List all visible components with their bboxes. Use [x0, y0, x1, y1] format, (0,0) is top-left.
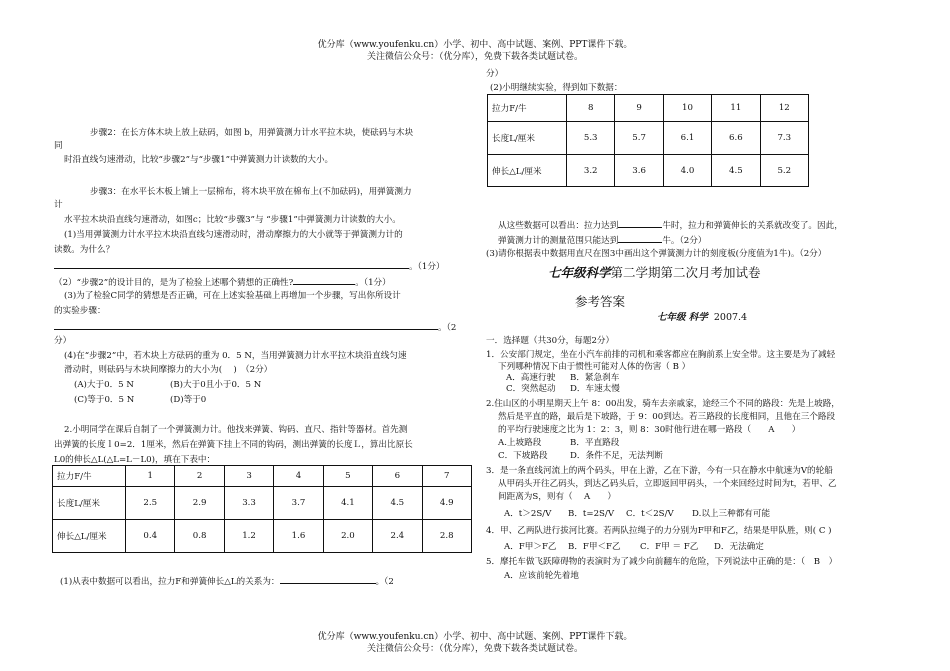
- a4-option-c: C．F甲 ＝ F乙: [640, 542, 699, 552]
- a2-option-b: B．平直路段: [570, 438, 620, 448]
- table-cell: 2.5: [126, 487, 175, 520]
- a1-option-c: C．突然起动: [506, 384, 556, 394]
- a3-option-a: A．t＞2S/V: [504, 509, 552, 519]
- a4-option-b: B．F甲＜F乙: [568, 542, 621, 552]
- table-row: [488, 95, 809, 122]
- table-header-length: 长度L/厘米: [53, 487, 126, 520]
- table-cell: 5.2: [760, 155, 808, 187]
- data-table-left: [52, 465, 472, 553]
- answer-1-cont: 下列哪种情况下由于惯性可能对人体的伤害（ B ）: [498, 362, 691, 372]
- table-cell: 3.3: [224, 487, 273, 520]
- question-4-cont: 滑动时，则砝码与木块间摩擦力的大小为( ) （2分）: [64, 365, 273, 375]
- score-cont: 分）: [486, 69, 504, 79]
- table-header-extension: 伸长△L/厘米: [53, 520, 126, 553]
- table-cell: 4: [274, 466, 323, 487]
- conc-b1: 弹簧测力计的测量范围只能达到: [498, 236, 619, 246]
- blank-q2[interactable]: [293, 275, 355, 285]
- table-cell: 8: [567, 95, 615, 122]
- table-cell: 5.7: [615, 122, 663, 155]
- blank-q3[interactable]: [54, 320, 438, 330]
- q1-score: 。（1分）: [409, 262, 445, 272]
- table-cell: 4.5: [373, 487, 422, 520]
- data-table-right: [487, 94, 809, 187]
- problem-2-cont2: L0的伸长△L(△L=L－L0)，填在下表中：: [54, 455, 216, 465]
- table-cell: 5: [323, 466, 372, 487]
- q4-option-d: (D)等于0: [170, 395, 207, 405]
- table-cell: 7.3: [760, 122, 808, 155]
- answer-2-cont: 然后是平直的路，最后是下坡路，于 9：00到达。若三路段的长度相同，且他在三个路段: [498, 412, 836, 422]
- a3-option-b: B．t=2S/V: [568, 509, 615, 519]
- table-cell: 4.9: [422, 487, 471, 520]
- answer-key-title: 参考答案: [575, 294, 626, 309]
- a4-option-a: A．F甲＞F乙: [504, 542, 557, 552]
- footer-line-1: 优分库（www.youfenku.cn）小学、初中、高中试题、案例、PPT课件下载。: [317, 632, 633, 642]
- table-cell: 0.4: [126, 520, 175, 553]
- a4-option-d: D．无法确定: [714, 542, 764, 552]
- header-line-1: 优分库（www.youfenku.cn）小学、初中、高中试题、案例、PPT课件下载。: [317, 40, 633, 50]
- blank-conc-2[interactable]: [618, 233, 662, 243]
- table-cell: 9: [615, 95, 663, 122]
- header-line-2: 关注微信公众号：（优分库），免费下载各类试题试卷。: [366, 52, 583, 62]
- table-cell: 10: [663, 95, 711, 122]
- answer-line-q1: [54, 259, 445, 273]
- table-cell: 2: [175, 466, 224, 487]
- conc-b2: 牛。（2分）: [662, 236, 707, 246]
- table-row: [488, 122, 809, 155]
- question-4: (4)在“步骤2”中，若木块上方砝码的重为 0．5 N，当用弹簧测力计水平拉木块沿直线匀速: [64, 351, 407, 361]
- conc-a1: 从这些数据可以看出：拉力达到: [498, 221, 619, 231]
- table-row: [53, 466, 472, 487]
- answer-2: 2.住山区的小明星期天上午 8：00出发，骑车去亲戚家，途经三个不同的路段：先是上坡路，: [486, 399, 840, 409]
- table-header-extension: 伸长△L/厘米: [488, 155, 567, 187]
- answer-1: 1．公安部门规定，坐在小汽车前排的司机和乘客都应在胸前系上安全带。这主要是为了减轻: [486, 350, 836, 360]
- table-cell: 1.2: [224, 520, 273, 553]
- question-3-cont: 的实验步骤：: [54, 306, 106, 316]
- table-header-length: 长度L/厘米: [488, 122, 567, 155]
- a1-option-d: D．车速太慢: [570, 384, 620, 394]
- table-cell: 6.1: [663, 122, 711, 155]
- q4-option-b: (B)大于0且小于0．5 N: [170, 380, 262, 390]
- blank-p2q1[interactable]: [280, 574, 376, 584]
- a2-option-c: C．下坡路段: [498, 451, 548, 461]
- q3-score: 。（2: [438, 323, 457, 333]
- step2-text: 步骤2：在长方体木块上放上砝码，如图 b，用弹簧测力计水平拉木块，使砝码与木块: [90, 128, 414, 138]
- problem-2-cont: 出弹簧的长度ｌ0=2．1厘米，然后在弹簧下挂上不同的钩码，测出弹簧的长度Ｌ，算出比原长: [54, 440, 413, 450]
- table-cell: 3.7: [274, 487, 323, 520]
- table-cell: 2.4: [373, 520, 422, 553]
- question-3: (3)为了检验C同学的猜想是否正确，可在上述实验基础上再增加一个步骤，写出你所设计: [64, 291, 401, 301]
- q4-option-c: (C)等于0．5 N: [74, 395, 135, 405]
- footer-line-2: 关注微信公众号：（优分库），免费下载各类试题试卷。: [366, 644, 583, 654]
- conc-a2: 牛时，拉力和弹簧伸长的关系就改变了。因此，: [662, 221, 843, 231]
- question-2-intro: (2)小明继续实验，得到如下数据：: [490, 83, 623, 93]
- p2q1-text: (1)从表中数据可以看出，拉力F和弹簧伸长△L的关系为：: [60, 577, 280, 587]
- grade-subject: 七年级 科学: [657, 312, 708, 323]
- blank-conc-1[interactable]: [618, 218, 662, 228]
- answer-3: 3．是一条直线河流上的两个码头，甲在上游，乙在下游，今有一只在静水中航速为V的轮船: [486, 466, 833, 476]
- table-row: [53, 487, 472, 520]
- exam-title: [548, 265, 761, 281]
- answer-5: 5．摩托车做飞跃障碍物的表演时为了减少向前翻车的危险，下列说法中正确的是：（ B ）: [486, 557, 838, 567]
- q2-text: （2）“步骤2”的设计目的，是为了检验上述哪个猜想的正确性?: [54, 278, 294, 288]
- answer-2-cont2: 的平均行驶速度之比为 1：2：3，则 8：30时他行进在哪一路段（ A ）: [498, 425, 801, 435]
- a3-option-d: D.以上三种都有可能: [692, 509, 771, 519]
- step3-text: 步骤3：在水平长木板上铺上一层棉布，将木块平放在棉布上(不加砝码)，用弹簧测力: [90, 187, 412, 197]
- table-row: [53, 520, 472, 553]
- table-cell: 2.0: [323, 520, 372, 553]
- q4-option-a: (A)大于0．5 N: [74, 380, 134, 390]
- conclusion-line-1: [498, 218, 843, 232]
- title-rest: 第二学期第二次月考加试卷: [610, 265, 761, 280]
- question-1: (1)当用弹簧测力计水平拉木块沿直线匀速滑动时，滑动摩擦力的大小就等于弹簧测力计的: [64, 230, 403, 240]
- table-cell: 2.8: [422, 520, 471, 553]
- table-cell: 12: [760, 95, 808, 122]
- table-cell: 1: [126, 466, 175, 487]
- title-grade: 七年级科学: [548, 265, 611, 280]
- answer-3-cont2: 间距离为S，则有（ A ）: [498, 492, 616, 502]
- problem-2: 2.小明同学在课后自制了一个弹簧测力计。他找来弹簧、钩码、直尺、指针等器材。首先测: [64, 425, 408, 435]
- answer-line-q3: [54, 320, 456, 334]
- step2-text-cont: 时沿直线匀速滑动，比较“步骤2”与“步骤1”中弹簧测力计读数的大小。: [64, 155, 334, 165]
- p2q1-score: 。（2: [375, 577, 394, 587]
- answer-4: 4．甲、乙两队进行拔河比赛。若两队拉绳子的力分别为F甲和F乙，结果是甲队胜，则( C ): [486, 526, 832, 536]
- table-cell: 4.0: [663, 155, 711, 187]
- table-cell: 6: [373, 466, 422, 487]
- table-header-force: 拉力F/牛: [53, 466, 126, 487]
- table-cell: 3.2: [567, 155, 615, 187]
- step3-text-wrap: 计: [54, 200, 63, 210]
- a2-option-a: A.上坡路段: [498, 438, 542, 448]
- table-cell: 3: [224, 466, 273, 487]
- table-cell: 2.9: [175, 487, 224, 520]
- section-1-heading: 一．选择题（共30分，每题2分）: [486, 336, 615, 346]
- step2-text-wrap: 同: [54, 141, 63, 151]
- table-header-force: 拉力F/牛: [488, 95, 567, 122]
- table-cell: 7: [422, 466, 471, 487]
- answer-3-cont: 从甲码头开往乙码头，到达乙码头后，立即返回甲码头，一个来回经过时间为t，若甲、乙: [498, 479, 837, 489]
- question-1-cont: 读数。为什么？: [54, 245, 115, 255]
- step3-text-cont: 水平拉木块沿直线匀速滑动，如图c；比较“步骤3”与 “步骤1”中弹簧测力计读数的大小。: [64, 215, 401, 225]
- exam-date: 2007.4: [713, 312, 748, 323]
- a5-option-a: A．应该前轮先着地: [504, 571, 579, 581]
- question-2: [54, 275, 391, 289]
- question-3-right: (3)请你根据表中数据用直尺在图3中画出这个弹簧测力计的刻度板(分度值为1牛)。（2分）: [486, 249, 827, 259]
- a1-option-a: A．高速行驶: [506, 373, 556, 383]
- problem-2-q1: [60, 574, 394, 588]
- a3-option-c: C．t＜2S/V: [626, 509, 674, 519]
- table-cell: 4.1: [323, 487, 372, 520]
- blank-q1[interactable]: [54, 259, 409, 269]
- table-cell: 3.6: [615, 155, 663, 187]
- table-cell: 0.8: [175, 520, 224, 553]
- table-cell: 11: [712, 95, 760, 122]
- table-cell: 1.6: [274, 520, 323, 553]
- table-row: [488, 155, 809, 187]
- q2-score: 。（1分）: [355, 278, 391, 288]
- grade-subject-date: [657, 312, 747, 324]
- a1-option-b: B．紧急刹车: [570, 373, 620, 383]
- conclusion-line-2: [498, 233, 706, 247]
- table-cell: 4.5: [712, 155, 760, 187]
- table-cell: 5.3: [567, 122, 615, 155]
- q3-score-cont: 分）: [54, 336, 72, 346]
- a2-option-d: D．条件不足，无法判断: [570, 451, 663, 461]
- table-cell: 6.6: [712, 122, 760, 155]
